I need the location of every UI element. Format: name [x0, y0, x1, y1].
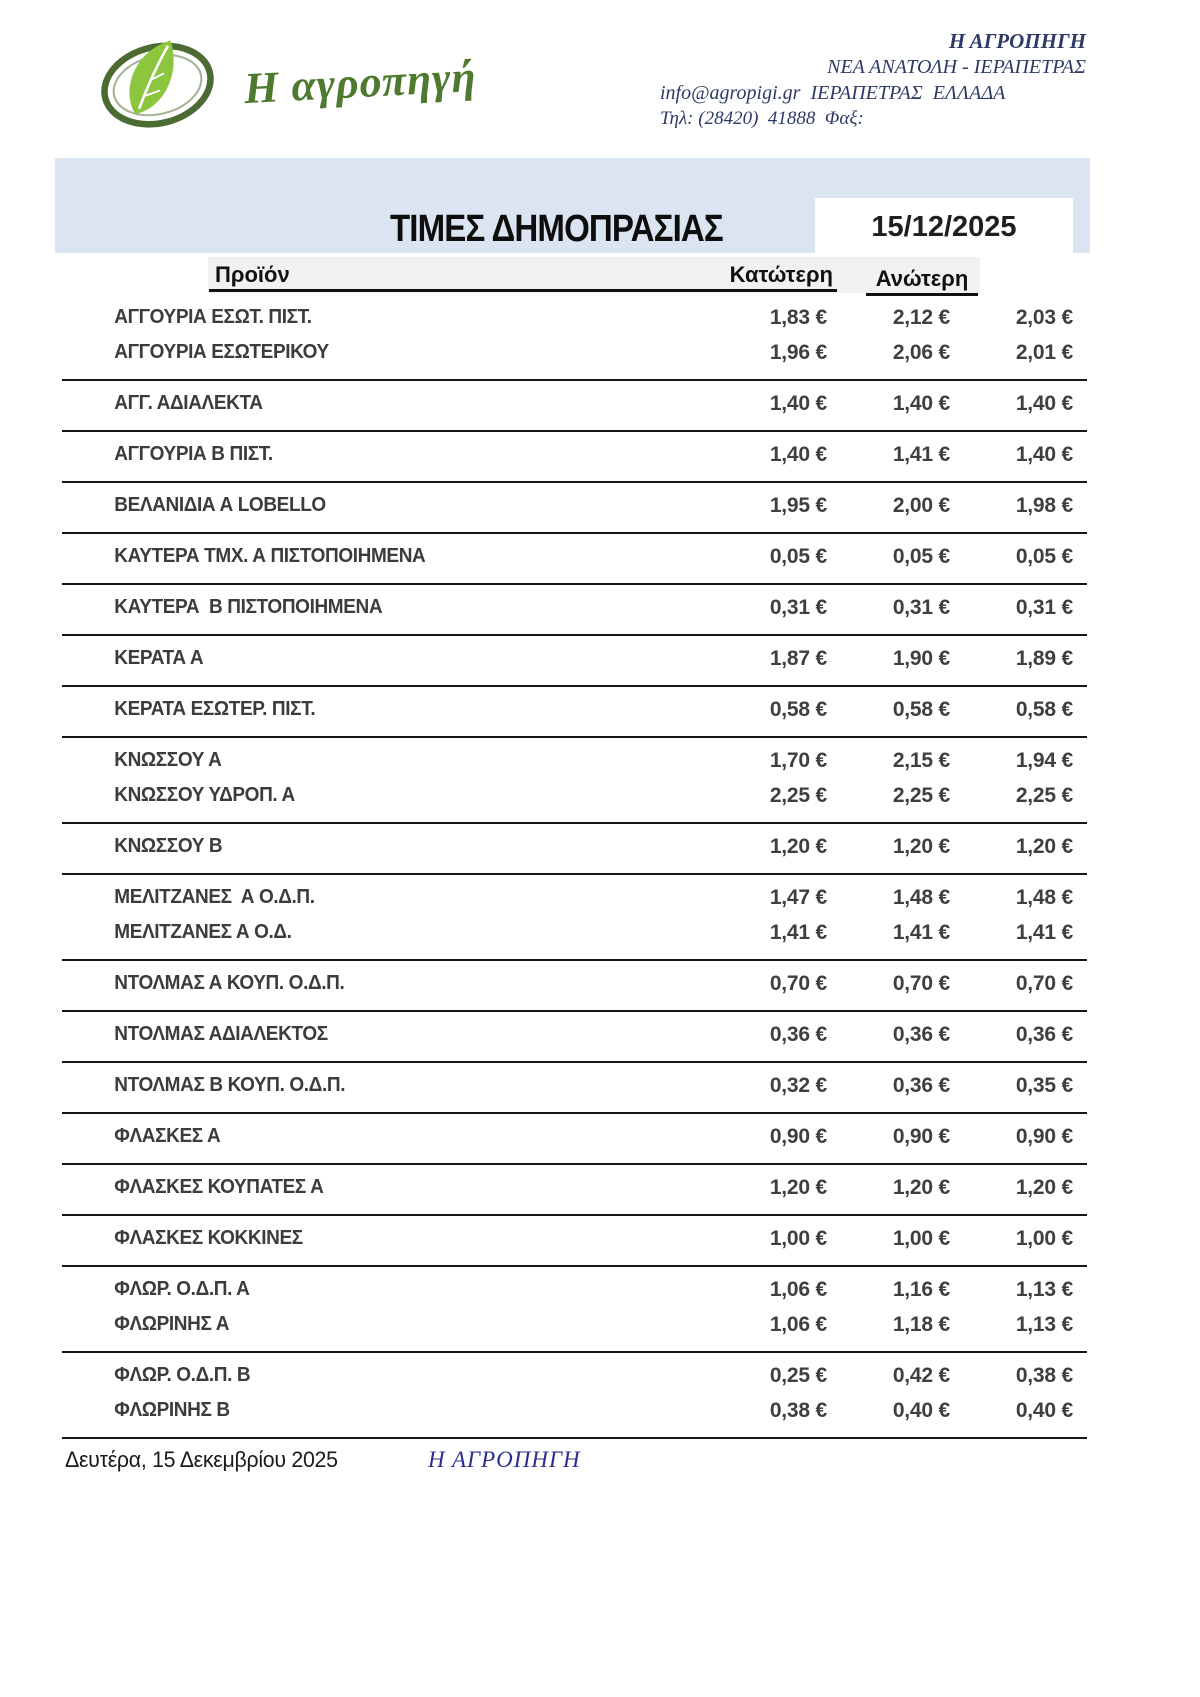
footer-date: Δευτέρα, 15 Δεκεμβρίου 2025 [65, 1447, 338, 1472]
column-header-product: Προϊόν [215, 262, 290, 287]
price-high: 0,36 € [892, 1022, 950, 1046]
table-footer [62, 1439, 1087, 1487]
column-header-low: Κατώτερη [729, 262, 833, 287]
price-avg: 1,89 € [1015, 646, 1073, 670]
table-row [62, 335, 1087, 370]
table-row [62, 488, 1087, 523]
table-row [62, 743, 1087, 778]
product-name: ΚΕΡΑΤΑ Α [114, 647, 204, 669]
price-table [62, 257, 1087, 1487]
price-avg: 1,94 € [1015, 748, 1073, 772]
price-low: 0,38 € [769, 1398, 827, 1422]
leaf-in-circle-icon [85, 30, 230, 135]
product-name: ΑΓΓΟΥΡΙΑ ΕΣΩΤΕΡΙΚΟΥ [114, 341, 329, 363]
price-high: 2,15 € [892, 748, 950, 772]
price-high: 1,18 € [892, 1312, 950, 1336]
price-low: 1,40 € [769, 442, 827, 466]
price-avg: 1,13 € [1015, 1277, 1073, 1301]
price-group [62, 875, 1087, 961]
price-low: 1,83 € [769, 305, 827, 329]
table-row [62, 590, 1087, 625]
price-low: 0,31 € [769, 595, 827, 619]
price-high: 1,41 € [892, 920, 950, 944]
price-group [62, 295, 1087, 381]
price-avg: 0,70 € [1015, 971, 1073, 995]
price-group [62, 636, 1087, 687]
price-group [62, 483, 1087, 534]
footer-signature: Η ΑΓΡΟΠΗΓΗ [428, 1447, 581, 1472]
company-name: Η ΑΓΡΟΠΗΓΗ [948, 29, 1086, 53]
product-name: ΚΝΩΣΣΟΥ ΥΔΡΟΠ. Α [114, 784, 295, 806]
product-name: ΦΛΑΣΚΕΣ ΚΟΚΚΙΝΕΣ [114, 1227, 303, 1249]
price-high: 2,12 € [892, 305, 950, 329]
product-name: ΦΛΩΡ. Ο.Δ.Π. Α [114, 1278, 250, 1300]
company-email-city: info@agropigi.gr ΙΕΡΑΠΕΤΡΑΣ ΕΛΛΑΔΑ [660, 82, 1006, 104]
table-row [62, 539, 1087, 574]
price-group [62, 1216, 1087, 1267]
price-group [62, 1114, 1087, 1165]
table-row [62, 1358, 1087, 1393]
price-high: 1,40 € [892, 391, 950, 415]
price-avg: 1,40 € [1015, 442, 1073, 466]
product-name: ΦΛΑΣΚΕΣ ΚΟΥΠΑΤΕΣ Α [114, 1176, 324, 1198]
price-avg: 1,48 € [1015, 885, 1073, 909]
table-row [62, 1119, 1087, 1154]
price-low: 0,90 € [769, 1124, 827, 1148]
product-name: ΑΓΓ. ΑΔΙΑΛΕΚΤΑ [114, 392, 263, 414]
price-avg: 0,36 € [1015, 1022, 1073, 1046]
price-low: 1,20 € [769, 1175, 827, 1199]
price-avg: 1,41 € [1015, 920, 1073, 944]
company-address: ΝΕΑ ΑΝΑΤΟΛΗ - ΙΕΡΑΠΕΤΡΑΣ [827, 56, 1086, 78]
price-low: 1,41 € [769, 920, 827, 944]
price-low: 0,32 € [769, 1073, 827, 1097]
price-high: 0,42 € [892, 1363, 950, 1387]
price-high: 1,16 € [892, 1277, 950, 1301]
price-avg: 2,01 € [1015, 340, 1073, 364]
price-high: 0,36 € [892, 1073, 950, 1097]
price-avg: 0,05 € [1015, 544, 1073, 568]
price-high: 0,70 € [892, 971, 950, 995]
price-group [62, 738, 1087, 824]
price-group [62, 534, 1087, 585]
price-avg: 1,20 € [1015, 834, 1073, 858]
table-row [62, 880, 1087, 915]
product-name: ΚΝΩΣΣΟΥ Β [114, 835, 223, 857]
price-low: 1,00 € [769, 1226, 827, 1250]
price-low: 2,25 € [769, 783, 827, 807]
table-row [62, 692, 1087, 727]
price-group [62, 1165, 1087, 1216]
table-row [62, 1393, 1087, 1428]
price-group [62, 381, 1087, 432]
price-avg: 2,25 € [1015, 783, 1073, 807]
price-group [62, 1267, 1087, 1353]
table-row [62, 1221, 1087, 1256]
column-header-high: Ανώτερη [875, 266, 969, 291]
price-high: 2,25 € [892, 783, 950, 807]
product-name: ΒΕΛΑΝΙΔΙΑ Α LOBELLO [114, 494, 326, 516]
table-row [62, 1272, 1087, 1307]
product-name: ΦΛΩΡΙΝΗΣ Α [114, 1313, 230, 1335]
price-avg: 2,03 € [1015, 305, 1073, 329]
price-low: 1,20 € [769, 834, 827, 858]
price-avg: 0,90 € [1015, 1124, 1073, 1148]
price-low: 1,70 € [769, 748, 827, 772]
title-band [55, 158, 1090, 253]
price-avg: 1,40 € [1015, 391, 1073, 415]
header-product-low [209, 257, 837, 292]
company-phone-fax: Τηλ: (28420) 41888 Φαξ: [660, 108, 864, 129]
product-name: ΝΤΟΛΜΑΣ Β ΚΟΥΠ. Ο.Δ.Π. [114, 1074, 346, 1096]
price-low: 0,05 € [769, 544, 827, 568]
price-high: 1,41 € [892, 442, 950, 466]
price-high: 0,40 € [892, 1398, 950, 1422]
price-low: 1,40 € [769, 391, 827, 415]
price-high: 1,20 € [892, 834, 950, 858]
product-name: ΦΛΩΡΙΝΗΣ Β [114, 1399, 230, 1421]
price-low: 1,47 € [769, 885, 827, 909]
page-title: ΤΙΜΕΣ ΔΗΜΟΠΡΑΣΙΑΣ [389, 208, 723, 250]
product-name: ΜΕΛΙΤΖΑΝΕΣ Α Ο.Δ. [114, 921, 292, 943]
price-high: 2,00 € [892, 493, 950, 517]
price-low: 1,06 € [769, 1312, 827, 1336]
table-body [62, 295, 1087, 1439]
product-name: ΜΕΛΙΤΖΑΝΕΣ Α Ο.Δ.Π. [114, 886, 315, 908]
product-name: ΚΝΩΣΣΟΥ Α [114, 749, 222, 771]
price-avg: 0,38 € [1015, 1363, 1073, 1387]
logo-script-text: Η αγροπηγή [242, 51, 478, 114]
header-high [866, 257, 978, 296]
table-row [62, 1017, 1087, 1052]
table-row [62, 915, 1087, 950]
price-high: 0,31 € [892, 595, 950, 619]
table-row [62, 1170, 1087, 1205]
price-group [62, 585, 1087, 636]
product-name: ΚΕΡΑΤΑ ΕΣΩΤΕΡ. ΠΙΣΤ. [114, 698, 316, 720]
price-avg: 1,98 € [1015, 493, 1073, 517]
price-low: 0,36 € [769, 1022, 827, 1046]
price-group [62, 1012, 1087, 1063]
price-group [62, 1063, 1087, 1114]
price-group [62, 824, 1087, 875]
price-low: 1,96 € [769, 340, 827, 364]
product-name: ΦΛΑΣΚΕΣ Α [114, 1125, 221, 1147]
price-group [62, 961, 1087, 1012]
price-high: 2,06 € [892, 340, 950, 364]
price-high: 0,05 € [892, 544, 950, 568]
price-low: 1,06 € [769, 1277, 827, 1301]
price-group [62, 432, 1087, 483]
price-high: 1,48 € [892, 885, 950, 909]
table-row [62, 1068, 1087, 1103]
price-avg: 0,40 € [1015, 1398, 1073, 1422]
price-high: 1,90 € [892, 646, 950, 670]
product-name: ΝΤΟΛΜΑΣ Α ΚΟΥΠ. Ο.Δ.Π. [114, 972, 345, 994]
table-row [62, 641, 1087, 676]
price-avg: 1,00 € [1015, 1226, 1073, 1250]
price-low: 0,58 € [769, 697, 827, 721]
price-high: 1,20 € [892, 1175, 950, 1199]
table-row [62, 300, 1087, 335]
table-row [62, 778, 1087, 813]
company-info-block [660, 28, 1086, 132]
table-row [62, 437, 1087, 472]
price-low: 0,25 € [769, 1363, 827, 1387]
price-high: 1,00 € [892, 1226, 950, 1250]
price-avg: 0,35 € [1015, 1073, 1073, 1097]
product-name: ΝΤΟΛΜΑΣ ΑΔΙΑΛΕΚΤΟΣ [114, 1023, 328, 1045]
price-low: 0,70 € [769, 971, 827, 995]
auction-date: 15/12/2025 [815, 198, 1073, 256]
price-avg: 1,20 € [1015, 1175, 1073, 1199]
table-row [62, 829, 1087, 864]
product-name: ΑΓΓΟΥΡΙΑ ΕΣΩΤ. ΠΙΣΤ. [114, 306, 312, 328]
table-row [62, 386, 1087, 421]
price-high: 0,90 € [892, 1124, 950, 1148]
table-row [62, 1307, 1087, 1342]
table-row [62, 966, 1087, 1001]
price-group [62, 1353, 1087, 1439]
price-avg: 0,31 € [1015, 595, 1073, 619]
company-logo [85, 30, 477, 135]
product-name: ΦΛΩΡ. Ο.Δ.Π. Β [114, 1364, 251, 1386]
price-group [62, 687, 1087, 738]
table-header [62, 257, 1087, 295]
price-high: 0,58 € [892, 697, 950, 721]
price-low: 1,87 € [769, 646, 827, 670]
price-low: 1,95 € [769, 493, 827, 517]
price-avg: 0,58 € [1015, 697, 1073, 721]
price-avg: 1,13 € [1015, 1312, 1073, 1336]
product-name: ΚΑΥΤΕΡΑ Β ΠΙΣΤΟΠΟΙΗΜΕΝΑ [114, 596, 383, 618]
product-name: ΑΓΓΟΥΡΙΑ Β ΠΙΣΤ. [114, 443, 273, 465]
product-name: ΚΑΥΤΕΡΑ ΤΜΧ. Α ΠΙΣΤΟΠΟΙΗΜΕΝΑ [114, 545, 426, 567]
